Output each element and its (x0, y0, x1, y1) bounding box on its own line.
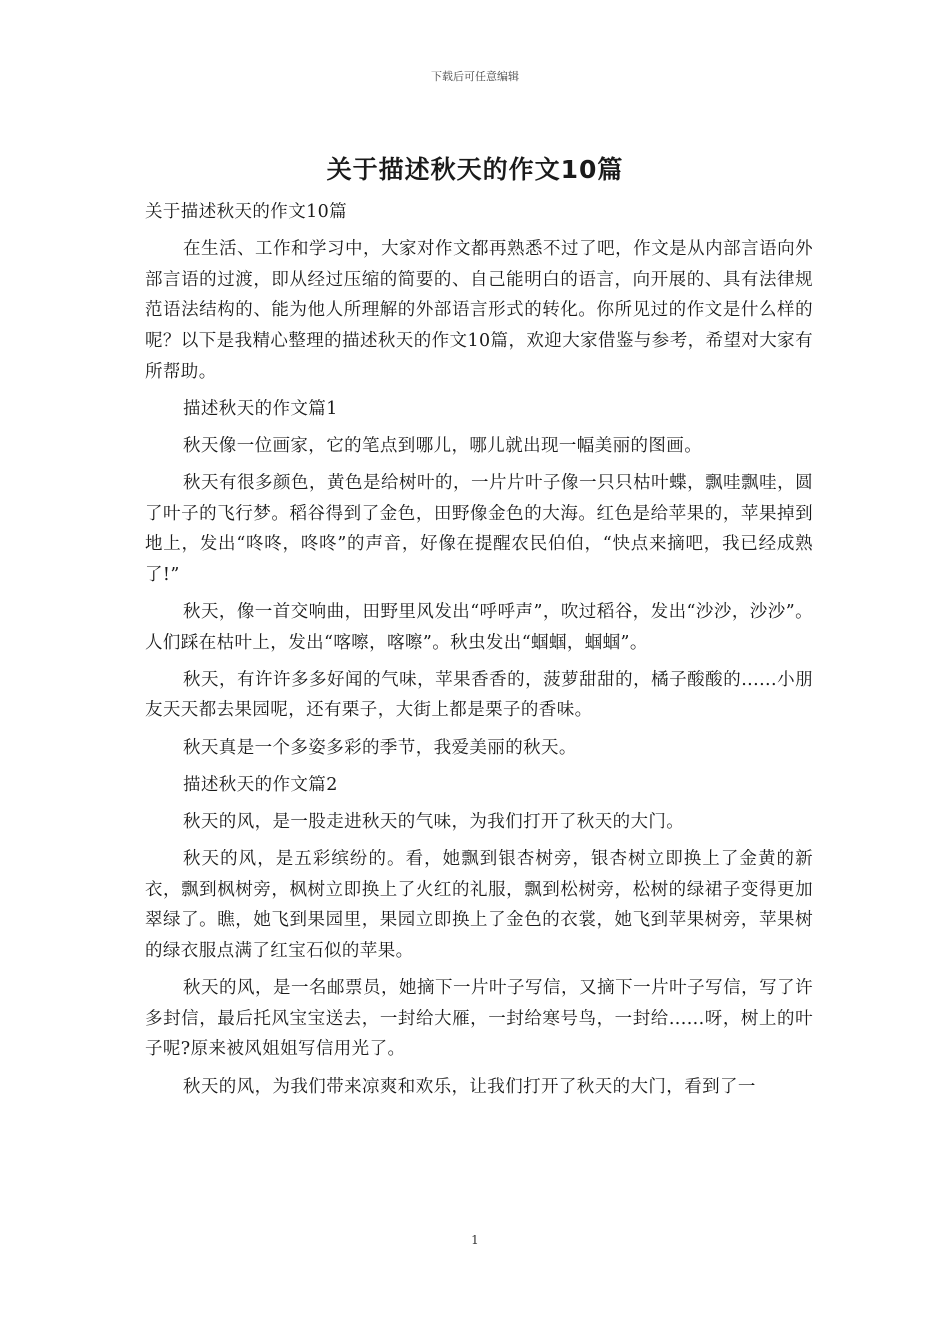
body-paragraph: 秋天的风，是五彩缤纷的。看，她飘到银杏树旁，银杏树立即换上了金黄的新衣，飘到枫树旁，枫树立即换上了火红的礼服，飘到松树旁，松树的绿裙子变得更加翠绿了。瞧，她飞到果园里，果园立即换上了金色的衣裳，她飞到苹果树旁，苹果树的绿衣服点满了红宝石似的苹果。 (145, 849, 813, 961)
body-paragraph: 秋天真是一个多姿多彩的季节，我爱美丽的秋天。 (183, 737, 577, 758)
section-heading-essay-2: 描述秋天的作文篇2 (183, 774, 338, 795)
subtitle-paragraph: 关于描述秋天的作文10篇 (145, 202, 348, 222)
document-body (145, 197, 813, 1109)
section-heading-essay-1: 描述秋天的作文篇1 (183, 398, 338, 419)
body-paragraph: 秋天的风，为我们带来凉爽和欢乐，让我们打开了秋天的大门，看到了一 (183, 1076, 756, 1097)
page-number: 1 (471, 1233, 479, 1247)
body-paragraph: 秋天有很多颜色，黄色是给树叶的，一片片叶子像一只只枯叶蝶，飘哇飘哇，圆了叶子的飞行梦。稻谷得到了金色，田野像金色的大海。红色是给苹果的，苹果掉到地上，发出“咚咚，咚咚”的声音，好像在提醒农民伯伯，“快点来摘吧，我已经成熟了!” (145, 473, 813, 585)
header-note: 下载后可任意编辑 (431, 70, 519, 83)
document-title: 关于描述秋天的作文10篇 (326, 155, 624, 184)
intro-paragraph: 在生活、工作和学习中，大家对作文都再熟悉不过了吧，作文是从内部言语向外部言语的过渡，即从经过压缩的简要的、自己能明白的语言，向开展的、具有法律规范语法结构的、能为他人所理解的外部语言形式的转化。你所见过的作文是什么样的呢？以下是我精心整理的描述秋天的作文10篇，欢迎大家借鉴与参考，希望对大家有所帮助。 (145, 239, 813, 382)
body-paragraph: 秋天的风，是一股走进秋天的气味，为我们打开了秋天的大门。 (183, 812, 685, 833)
body-paragraph: 秋天，有许许多多好闻的气味，苹果香香的，菠萝甜甜的，橘子酸酸的......小朋友天天都去果园呢，还有栗子，大街上都是栗子的香味。 (145, 669, 813, 721)
body-paragraph: 秋天像一位画家，它的笔点到哪儿，哪儿就出现一幅美丽的图画。 (183, 435, 703, 456)
body-paragraph: 秋天的风，是一名邮票员，她摘下一片叶子写信，又摘下一片叶子写信，写了许多封信，最后托风宝宝送去，一封给大雁，一封给寒号鸟，一封给......呀，树上的叶子呢?原来被风姐姐写信用光了。 (145, 978, 813, 1060)
body-paragraph: 秋天，像一首交响曲，田野里风发出“呼呼声”，吹过稻谷，发出“沙沙，沙沙”。人们踩在枯叶上，发出“喀嚓，喀嚓”。秋虫发出“蝈蝈，蝈蝈”。 (145, 602, 813, 653)
